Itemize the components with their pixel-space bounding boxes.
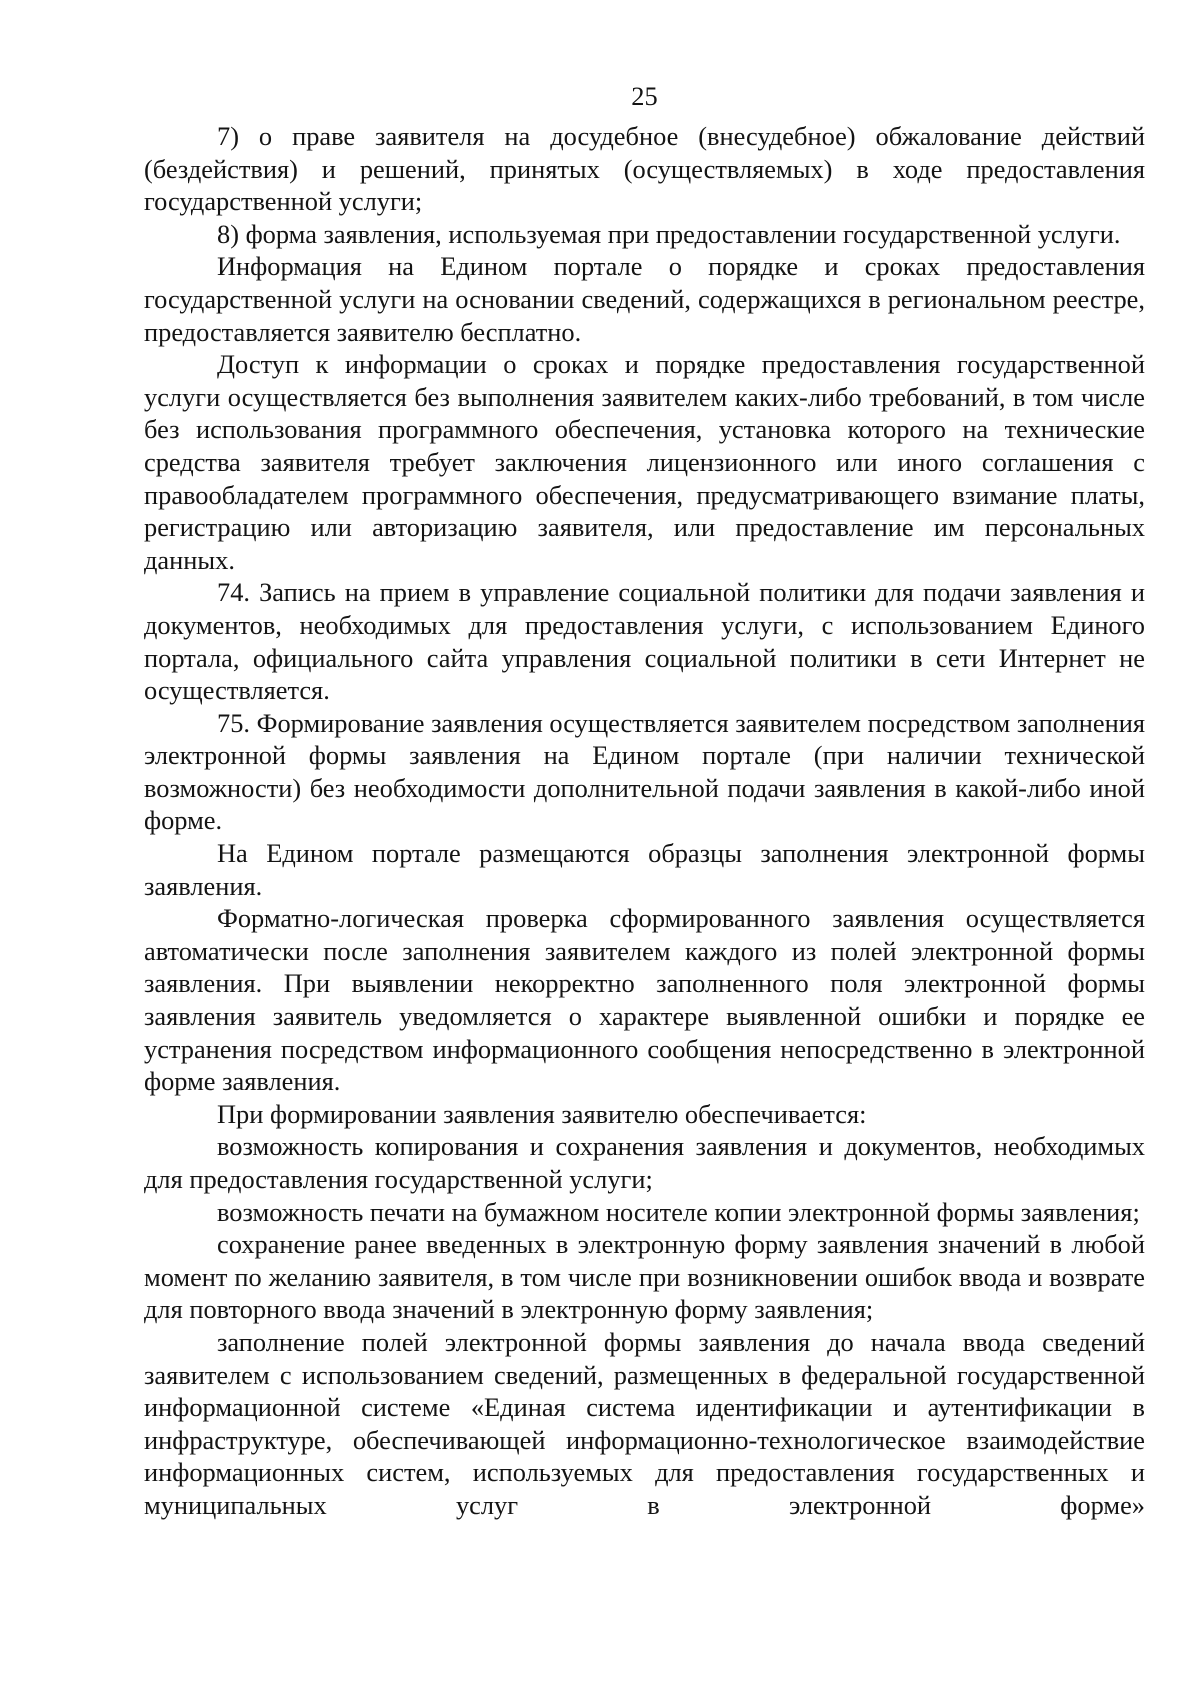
paragraph-74: 74. Запись на прием в управление социальной политики для подачи заявления и документов, необходимых для предоставления услуги, с использованием Единого портала, официального сайта управления социальной политики в сети Интернет не осуществляется. [144,577,1145,706]
paragraph-access: Доступ к информации о сроках и порядке предоставления государственной услуги осуществляется без выполнения заявителем каких-либо требований, в том числе без использования программного обеспечения, установка которого на технические средства заявителя требует заключения лицензионного или иного соглашения с правообладателем программного обеспечения, предусматривающего взимание платы, регистрацию или авторизацию заявителя, или предоставление им персональных данных. [144,349,1145,575]
paragraph-save: сохранение ранее введенных в электронную форму заявления значений в любой момент по желанию заявителя, в том числе при возникновении ошибок ввода и возврате для повторного ввода значений в электронную форму заявления; [144,1229,1145,1325]
paragraph-provided: При формировании заявления заявителю обеспечивается: [217,1098,867,1129]
paragraph-info-free: Информация на Едином портале о порядке и сроках предоставления государственной услуги на основании сведений, содержащихся в региональном реестре, предоставляется заявителю бесплатно. [144,251,1145,347]
paragraph-print: возможность печати на бумажном носителе копии электронной формы заявления; [217,1196,1140,1227]
paragraph-item-8: 8) форма заявления, используемая при предоставлении государственной услуги. [217,218,1121,249]
paragraph-copy: возможность копирования и сохранения заявления и документов, необходимых для предоставления государственной услуги; [144,1131,1145,1194]
paragraph-samples: На Едином портале размещаются образцы заполнения электронной формы заявления. [144,838,1145,901]
paragraph-item-7: 7) о праве заявителя на досудебное (внесудебное) обжалование действий (бездействия) и решений, принятых (осуществляемых) в ходе предоставления государственной услуги; [144,121,1145,217]
page-number: 25 [631,81,658,111]
document-body [144,120,1145,1522]
paragraph-75: 75. Формирование заявления осуществляется заявителем посредством заполнения электронной формы заявления на Едином портале (при наличии технической возможности) без необходимости дополнительной подачи заявления в какой-либо иной форме. [144,707,1145,836]
paragraph-prefill: заполнение полей электронной формы заявления до начала ввода сведений заявителем с использованием сведений, размещенных в федеральной государственной информационной системе «Единая система идентификации и аутентификации в инфраструктуре, обеспечивающей информационно-технологическое взаимодействие информационных систем, используемых для предоставления государственных и муниципальных услуг в электронной форме» [144,1326,1145,1520]
paragraph-validation: Форматно-логическая проверка сформированного заявления осуществляется автоматически после заполнения заявителем каждого из полей электронной формы заявления. При выявлении некорректно заполненного поля электронной формы заявления заявитель уведомляется о характере выявленной ошибки и порядке ее устранения посредством информационного сообщения непосредственно в электронной форме заявления. [144,903,1145,1097]
